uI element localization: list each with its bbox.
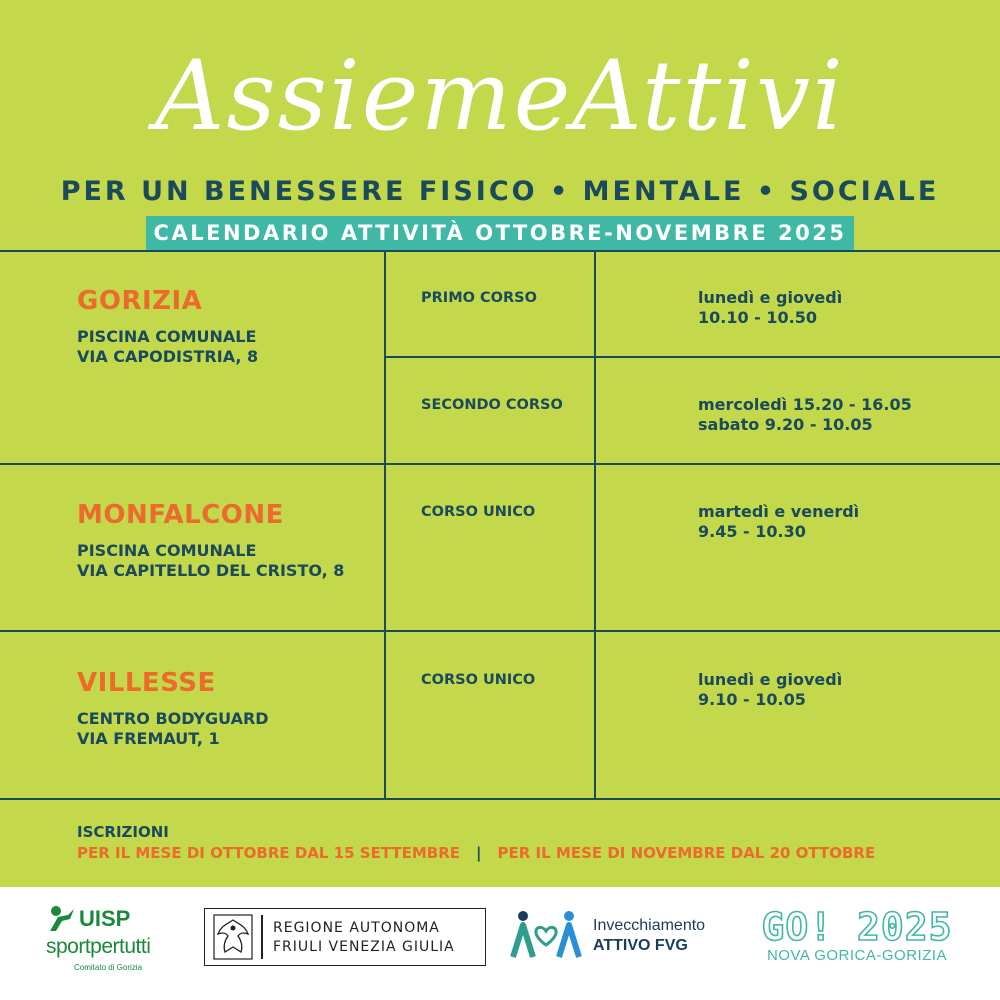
uisp-runner-icon [46, 905, 76, 933]
course-monfalcone-unico: CORSO UNICO [421, 504, 536, 520]
address-villesse: VIA FREMAUT, 1 [77, 729, 220, 748]
iscrizioni-november: PER IL MESE DI NOVEMBRE DAL 20 OTTOBRE [497, 844, 876, 862]
eagle-icon [213, 914, 253, 960]
uisp-logo [46, 905, 176, 985]
city-monfalcone: MONFALCONE [77, 500, 284, 530]
regione-divider [261, 915, 263, 959]
schedule-gorizia-primo-days: lunedì e giovedì [698, 288, 843, 307]
schedule-gorizia-primo-time: 10.10 - 10.50 [698, 308, 817, 327]
regione-fvg-logo [204, 908, 486, 966]
schedule-monfalcone-days: martedì e venerdì [698, 502, 860, 521]
invecchiamento-attivo-logo [509, 907, 739, 967]
course-gorizia-secondo: SECONDO CORSO [421, 397, 563, 413]
go2025-logo [752, 905, 962, 975]
schedule-table [0, 250, 1000, 800]
city-gorizia: GORIZIA [77, 286, 203, 316]
address-monfalcone: VIA CAPITELLO DEL CRISTO, 8 [77, 561, 345, 580]
go2025-subtitle: NOVA GORICA-GORIZIA [766, 947, 948, 964]
schedule-villesse-time: 9.10 - 10.05 [698, 690, 806, 709]
poster-title: AssiemeAttivi [155, 40, 845, 152]
table-divider-gorizia-courses [384, 356, 1000, 358]
course-gorizia-primo: PRIMO CORSO [421, 290, 537, 306]
sponsor-footer [0, 887, 1000, 1000]
venue-gorizia: PISCINA COMUNALE [77, 327, 257, 346]
invecchiamento-line1: Invecchiamento [593, 917, 706, 934]
course-villesse-unico: CORSO UNICO [421, 672, 536, 688]
go2025-title: GO! 2025 [761, 905, 953, 949]
table-column-divider-2 [594, 250, 596, 800]
uisp-tagline: sportpertutti [46, 935, 151, 958]
table-border-top [0, 250, 1000, 252]
schedule-gorizia-secondo-line2: sabato 9.20 - 10.05 [698, 415, 873, 434]
venue-monfalcone: PISCINA COMUNALE [77, 541, 257, 560]
regione-line2: FRIULI VENEZIA GIULIA [273, 939, 455, 955]
address-gorizia: VIA CAPODISTRIA, 8 [77, 347, 259, 366]
calendar-banner: CALENDARIO ATTIVITÀ OTTOBRE-NOVEMBRE 2025 [146, 216, 854, 250]
iscrizioni-separator: | [476, 844, 482, 862]
uisp-name: UISP [79, 906, 131, 931]
schedule-monfalcone-time: 9.45 - 10.30 [698, 522, 806, 541]
uisp-committee: Comitato di Gorizia [74, 963, 143, 972]
table-border-bottom [0, 798, 1000, 800]
regione-text [273, 919, 455, 957]
poster-subtitle: PER UN BENESSERE FISICO • MENTALE • SOCIALE [60, 176, 940, 207]
regione-line1: REGIONE AUTONOMA [273, 920, 440, 936]
city-villesse: VILLESSE [77, 668, 216, 698]
iscrizioni-dates [77, 844, 977, 862]
iscrizioni-october: PER IL MESE DI OTTOBRE DAL 15 SETTEMBRE [77, 844, 461, 862]
venue-villesse: CENTRO BODYGUARD [77, 709, 269, 728]
table-divider-row2 [0, 630, 1000, 632]
iscrizioni-title: ISCRIZIONI [77, 823, 169, 841]
table-column-divider-1 [384, 250, 386, 800]
people-heart-icon [509, 909, 583, 961]
schedule-villesse-days: lunedì e giovedì [698, 670, 843, 689]
schedule-gorizia-secondo-line1: mercoledì 15.20 - 16.05 [698, 395, 912, 414]
table-divider-row1 [0, 463, 1000, 465]
invecchiamento-line2: ATTIVO FVG [593, 937, 688, 954]
